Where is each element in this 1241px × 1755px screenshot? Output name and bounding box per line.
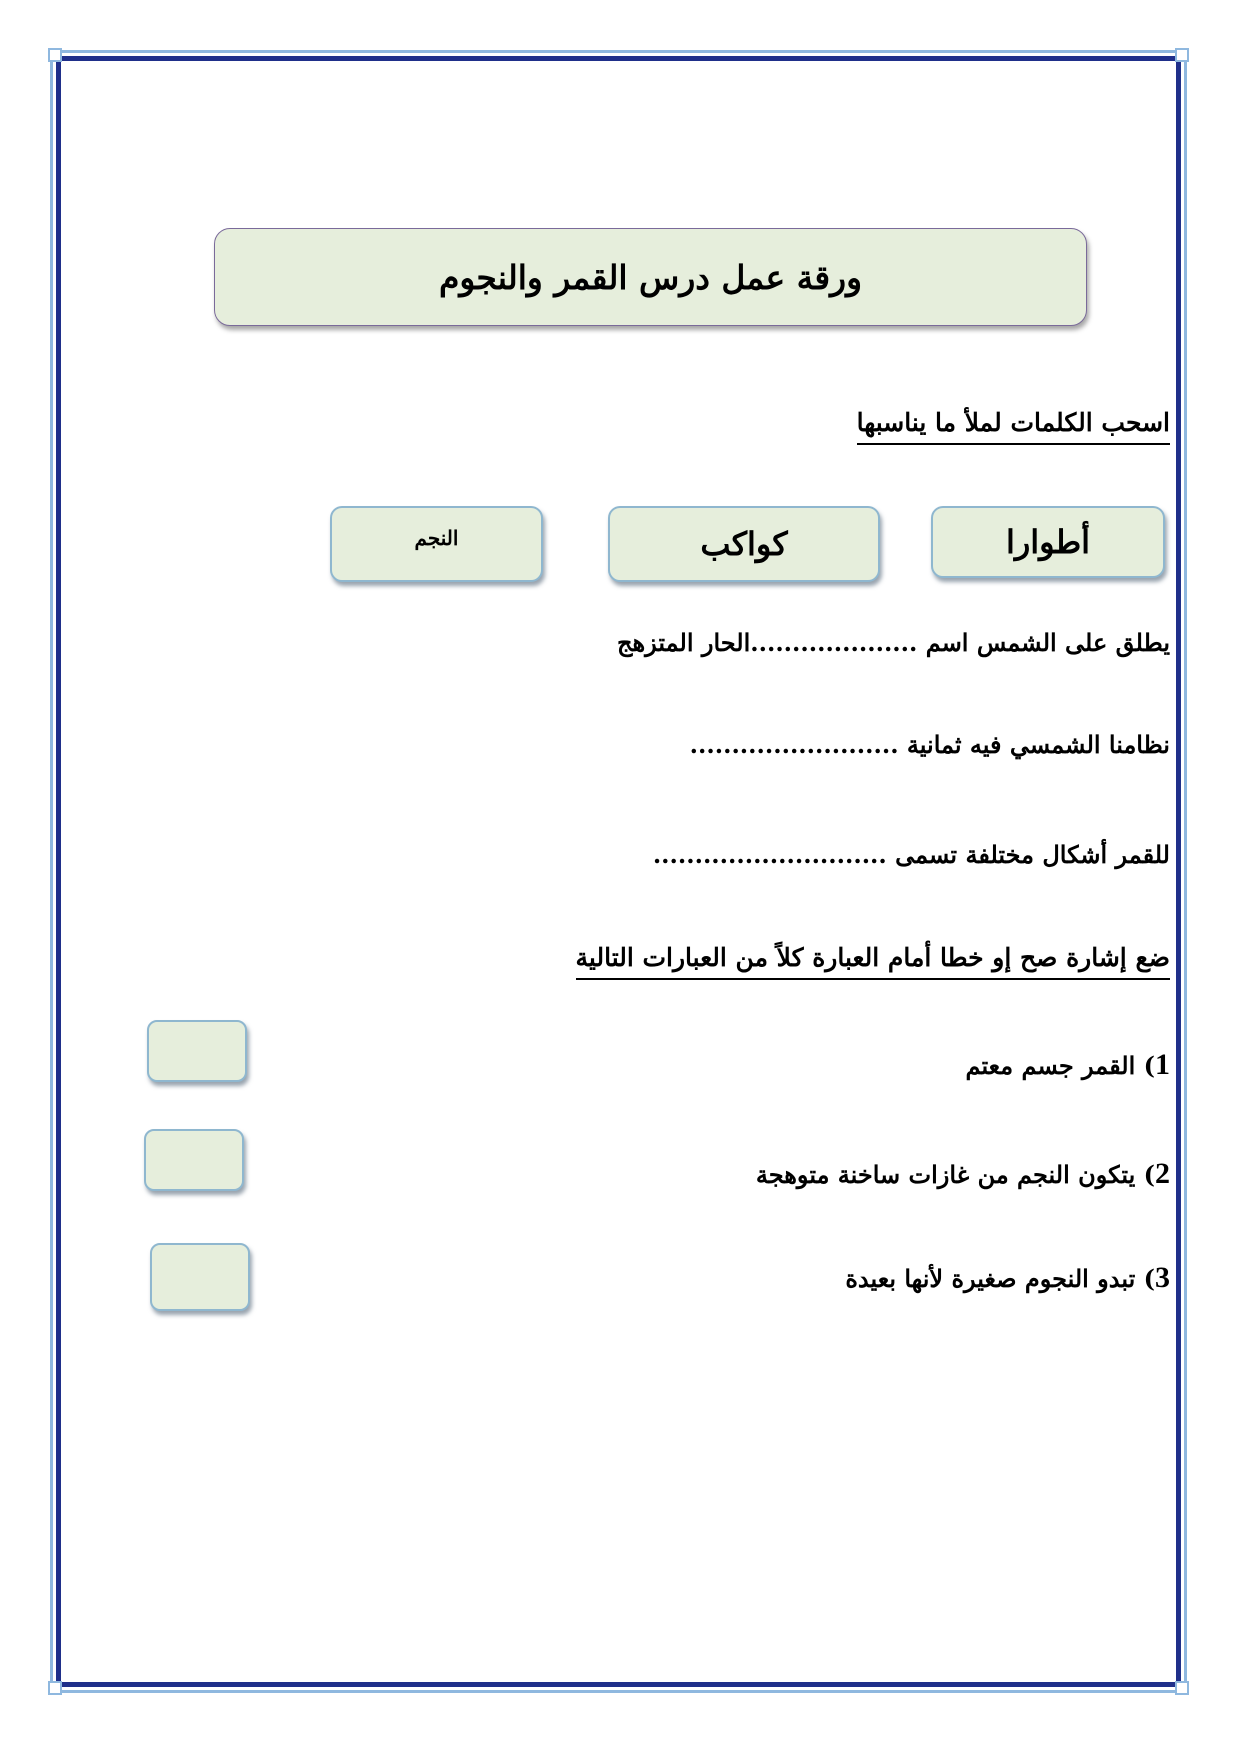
- corner-ornament: [48, 1681, 62, 1695]
- corner-ornament: [1175, 1681, 1189, 1695]
- section-heading-true-false: ضع إشارة صح إو خطا أمام العبارة كلاً من العبارات التالية: [576, 943, 1170, 980]
- title-banner: [214, 228, 1087, 326]
- corner-ornament: [1175, 48, 1189, 62]
- fill-sentence-2: نظامنا الشمسي فيه ثمانية .........................: [689, 730, 1170, 759]
- answer-box-1[interactable]: [147, 1020, 247, 1082]
- statement-2: [756, 1157, 1170, 1191]
- answer-box-3[interactable]: [150, 1243, 250, 1311]
- fill-sentence-3: للقمر أشكال مختلفة تسمى ............................: [652, 840, 1170, 869]
- answer-box-2[interactable]: [144, 1129, 244, 1191]
- statement-3: [845, 1261, 1170, 1295]
- fill-sentence-1: يطلق على الشمس اسم ....................الحار المتزهج: [617, 628, 1170, 657]
- statement-text: ) يتكون النجم من غازات ساخنة متوهجة: [755, 1160, 1155, 1189]
- word-chip-label: النجم: [414, 526, 459, 550]
- statement-1: [965, 1048, 1170, 1082]
- corner-ornament: [48, 48, 62, 62]
- word-chip-atwar[interactable]: [931, 506, 1165, 578]
- word-chip-label: كواكب: [700, 525, 788, 563]
- section-heading-drag: اسحب الكلمات لملأ ما يناسبها: [857, 408, 1170, 445]
- statement-number: 3: [1155, 1261, 1170, 1294]
- statement-text: ) تبدو النجوم صغيرة لأنها بعيدة: [845, 1264, 1155, 1293]
- word-chip-label: أطوارا: [1005, 523, 1091, 561]
- word-chip-najm[interactable]: [330, 506, 543, 582]
- statement-number: 2: [1155, 1157, 1170, 1190]
- page-title: ورقة عمل درس القمر والنجوم: [438, 257, 863, 297]
- statement-number: 1: [1155, 1048, 1170, 1081]
- word-chip-kawakib[interactable]: [608, 506, 880, 582]
- statement-text: ) القمر جسم معتم: [965, 1051, 1155, 1080]
